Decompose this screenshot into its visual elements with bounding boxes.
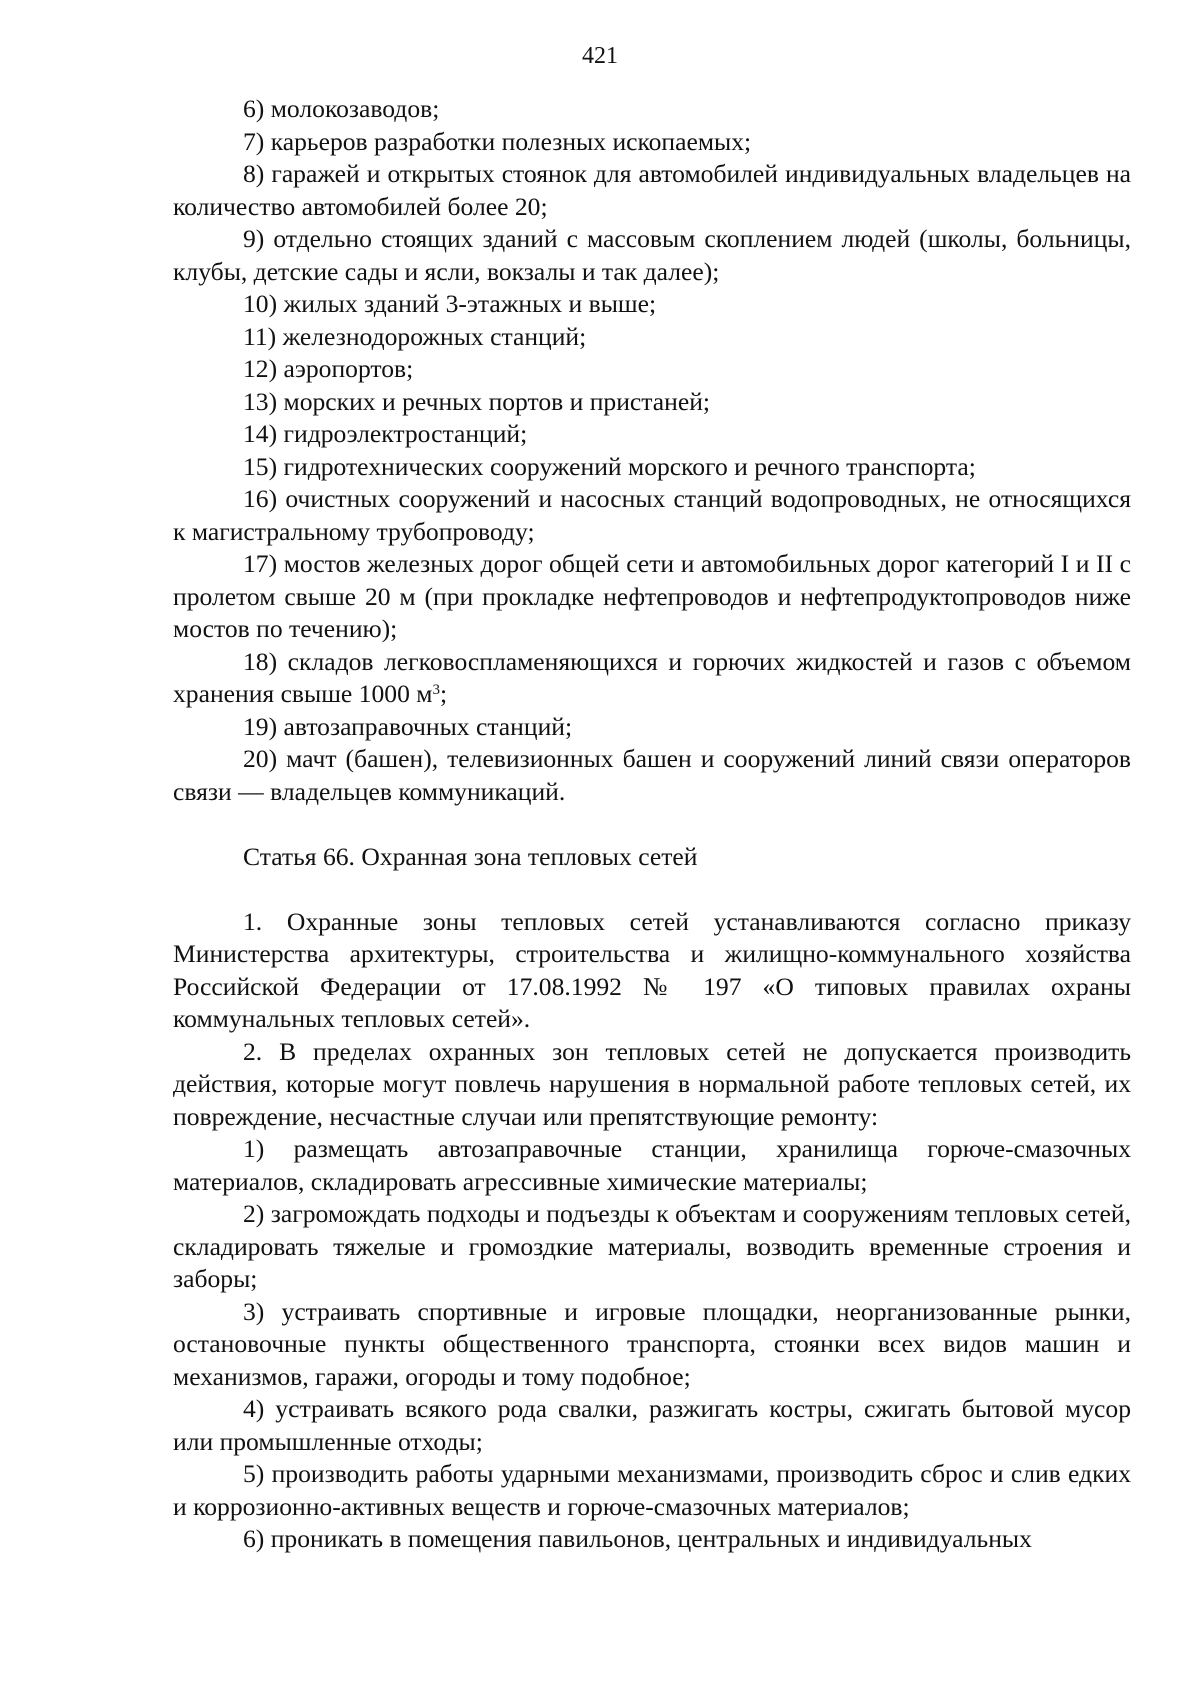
article-heading: Статья 66. Охранная зона тепловых сетей xyxy=(243,841,698,871)
prohibition-item-6: 6) проникать в помещения павильонов, центральных и индивидуальных xyxy=(243,1524,1032,1553)
list-item-18-text: 18) складов легковоспламеняющихся и горючих жидкостей и газов с объемом хранения свыше 1000 м xyxy=(173,646,1131,708)
prohibition-item-3: 3) устраивать спортивные и игровые площадки, неорганизованные рынки, остановочные пункты общественного транспорта, стоянки всех видов машин и механизмов, гаражи, огороды и тому подобное; xyxy=(173,1296,1131,1391)
list-item-9: 9) отдельно стоящих зданий с массовым скоплением людей (школы, больницы, клубы, детские сады и ясли, вокзалы и так далее); xyxy=(173,224,1131,286)
page-number: 421 xyxy=(582,43,618,69)
article-paragraph-2: 2. В пределах охранных зон тепловых сетей не допускается производить действия, которые могут повлечь нарушения в нормальной работе тепловых сетей, их повреждение, несчастные случаи или препятствующие ремонту: xyxy=(173,1036,1131,1131)
spacer xyxy=(173,873,1131,906)
prohibition-item-1: 1) размещать автозаправочные станции, хранилища горюче-смазочных материалов, складировать агрессивные химические материалы; xyxy=(173,1134,1131,1196)
list-item-8: 8) гаражей и открытых стоянок для автомобилей индивидуальных владельцев на количество автомобилей более 20; xyxy=(173,159,1131,221)
list-item-7: 7) карьеров разработки полезных ископаемых; xyxy=(243,126,752,156)
spacer xyxy=(173,808,1131,841)
list-item-11: 11) железнодорожных станций; xyxy=(243,321,587,351)
list-item-19: 19) автозаправочных станций; xyxy=(243,711,573,741)
list-item-16: 16) очистных сооружений и насосных станций водопроводных, не относящихся к магистральному трубопроводу; xyxy=(173,484,1131,546)
list-item-6: 6) молокозаводов; xyxy=(243,94,440,123)
prohibition-item-5: 5) производить работы ударными механизмами, производить сброс и слив едких и коррозионно-активных веществ и горюче-смазочных материалов; xyxy=(173,1459,1131,1521)
list-item-18 xyxy=(173,646,1131,711)
list-item-10: 10) жилых зданий 3-этажных и выше; xyxy=(243,289,657,318)
article-paragraph-1: 1. Охранные зоны тепловых сетей устанавливаются согласно приказу Министерства архитектуры, строительства и жилищно-коммунального хозяйства Российской Федерации от 17.08.1992 № 197 «О типовых правилах охраны коммунальных тепловых сетей». xyxy=(173,906,1131,1033)
list-item-18-end: ; xyxy=(439,679,448,708)
list-item-13: 13) морских и речных портов и пристаней; xyxy=(243,386,711,416)
list-item-20: 20) мачт (башен), телевизионных башен и сооружений линий связи операторов связи — владельцев коммуникаций. xyxy=(173,744,1131,806)
prohibition-item-4: 4) устраивать всякого рода свалки, разжигать костры, сжигать бытовой мусор или промышленные отходы; xyxy=(173,1394,1131,1456)
list-item-14: 14) гидроэлектростанций; xyxy=(243,419,528,448)
list-item-17: 17) мостов железных дорог общей сети и автомобильных дорог категорий I и II с пролетом свыше 20 м (при прокладке нефтепроводов и нефтепродуктопроводов ниже мостов по течению); xyxy=(173,549,1131,643)
list-item-12: 12) аэропортов; xyxy=(243,354,414,383)
page-body xyxy=(173,93,1131,1556)
prohibition-item-2: 2) загромождать подходы и подъезды к объектам и сооружениям тепловых сетей, складировать тяжелые и громоздкие материалы, возводить временные строения и заборы; xyxy=(173,1199,1131,1293)
list-item-15: 15) гидротехнических сооружений морского и речного транспорта; xyxy=(243,451,976,481)
superscript-3: 3 xyxy=(432,681,440,698)
